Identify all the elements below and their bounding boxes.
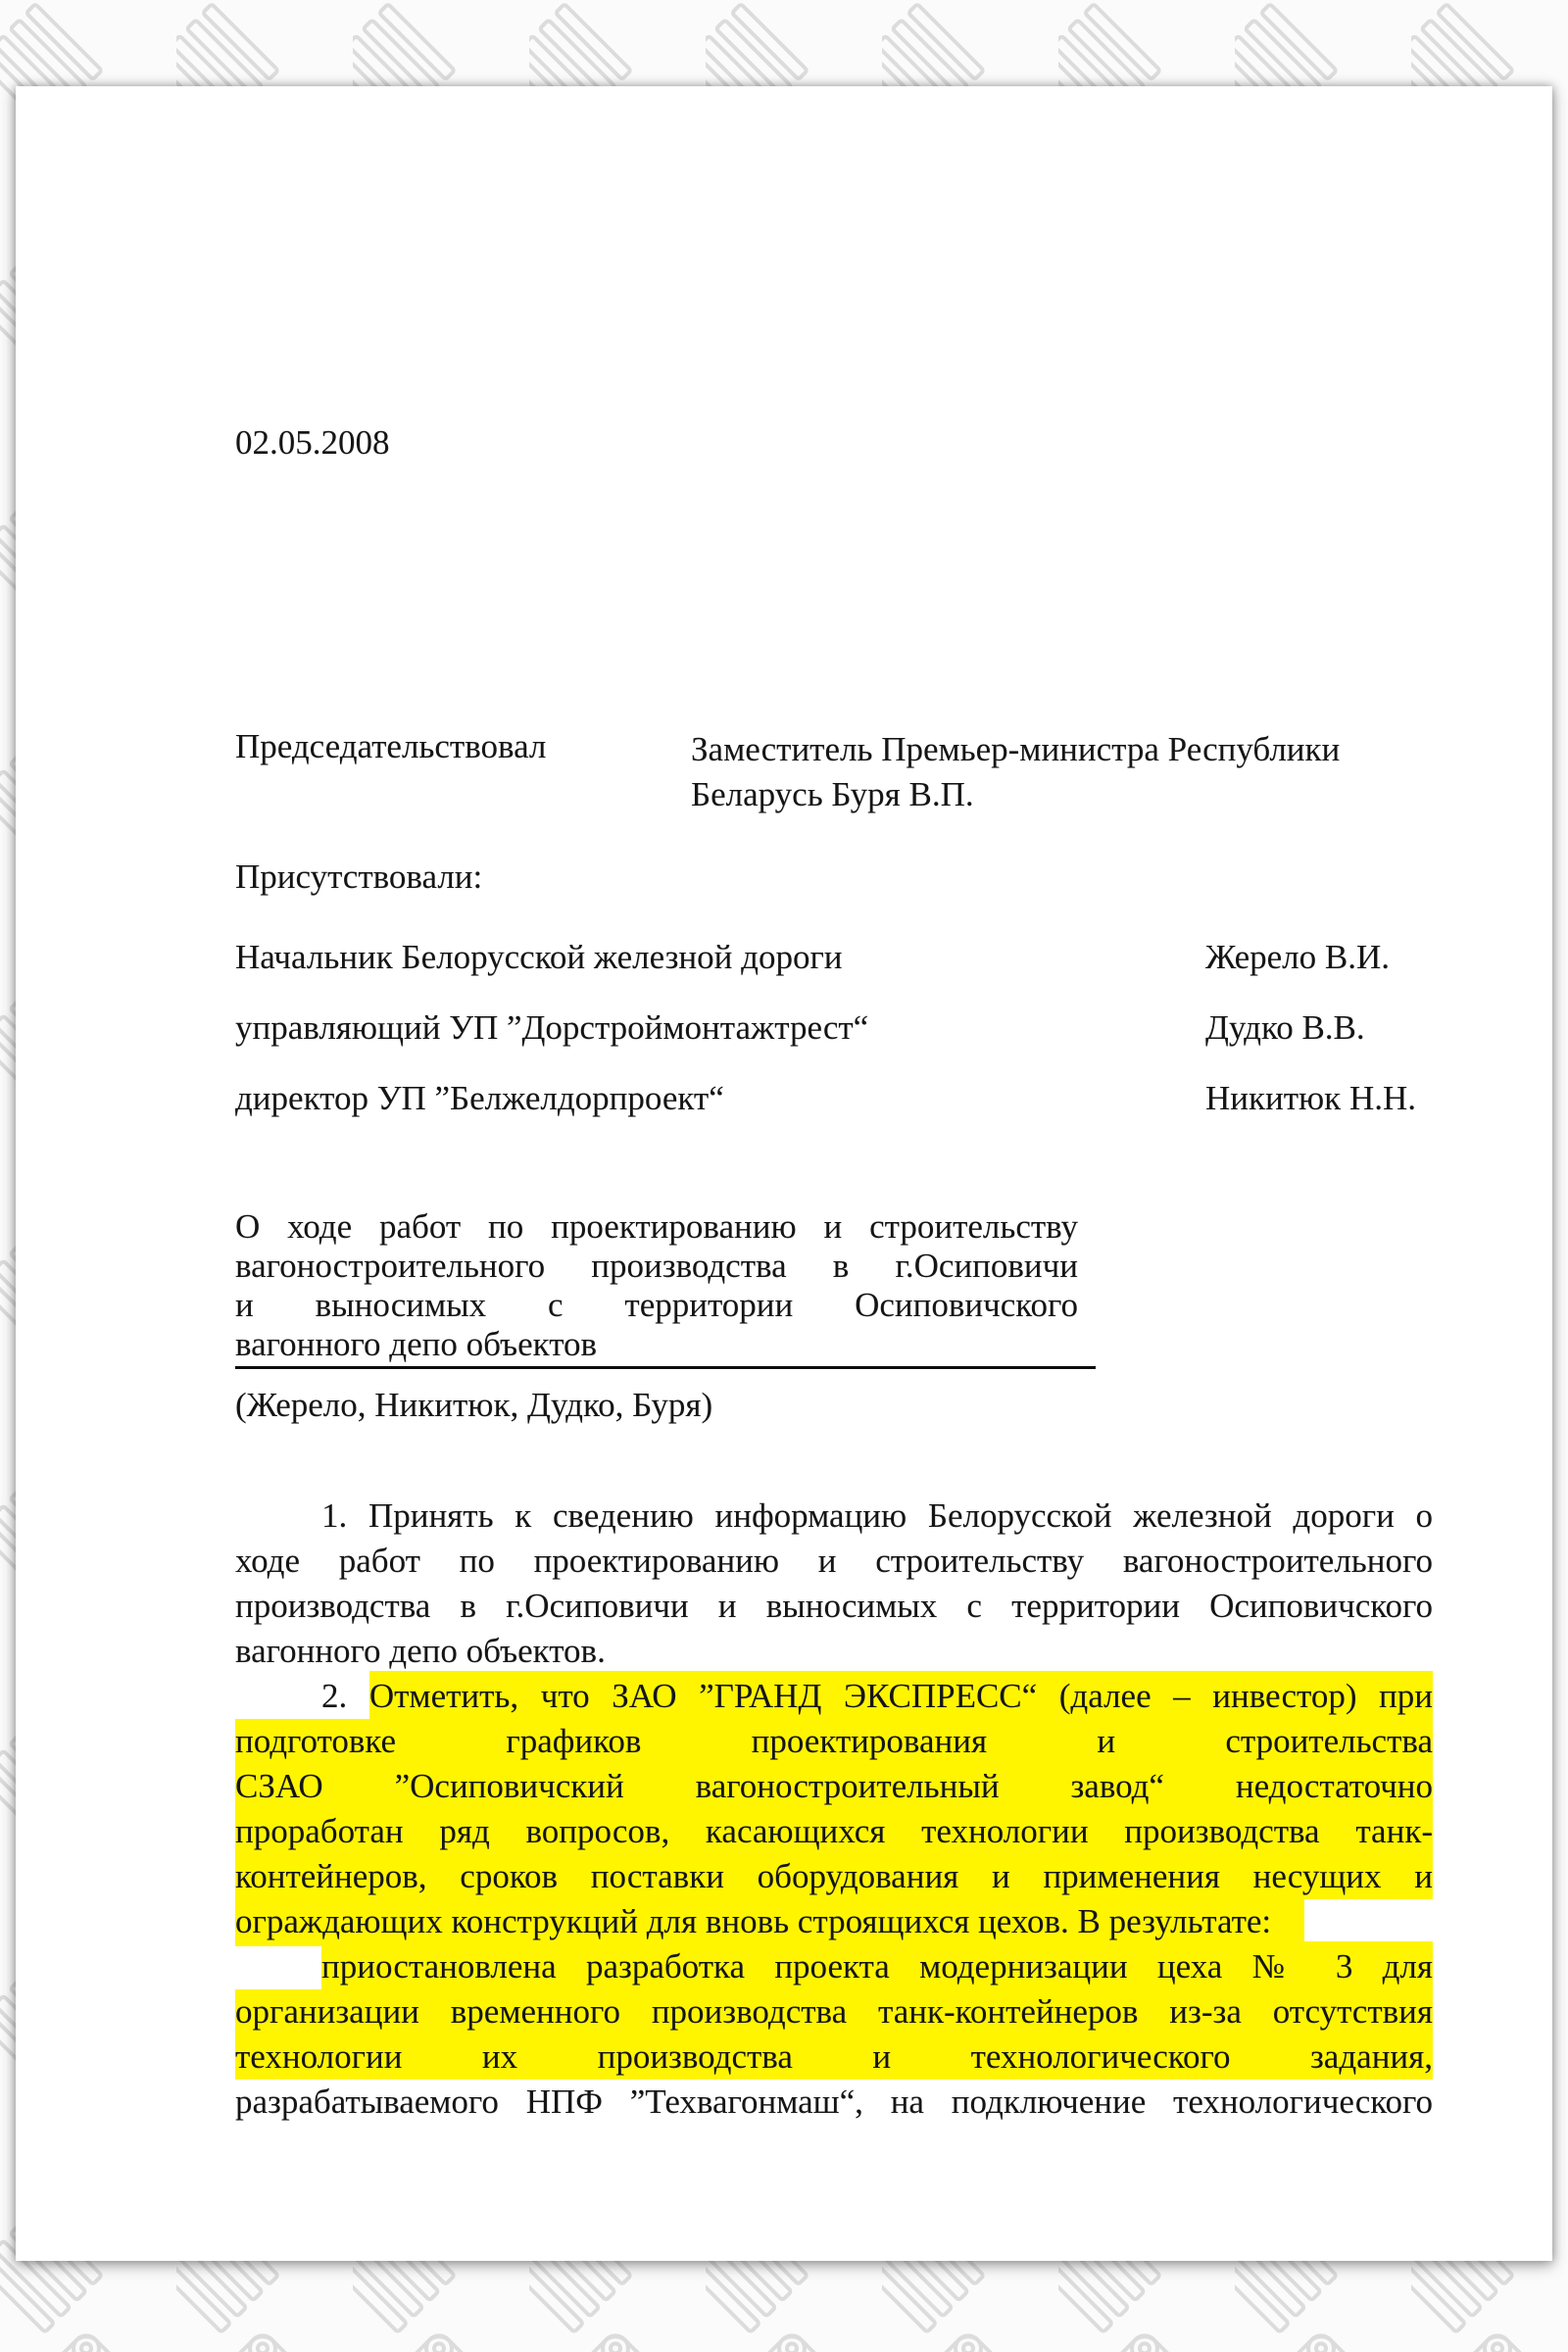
attendee-position: управляющий УП ”Дорстроймонтажтрест“: [235, 1008, 869, 1047]
text-line: ходе работ по проектированию и строительству вагоностроительного: [235, 1542, 1433, 1580]
attendee-row: [235, 1005, 1552, 1051]
paragraph-2-highlighted: [235, 1674, 1433, 1944]
text-line: и выносимых с территории Осиповичского: [235, 1286, 1078, 1324]
text-line: вагоностроительного производства в г.Осиповичи: [235, 1247, 1078, 1285]
attendee-name: Дудко В.В.: [1205, 1008, 1365, 1047]
text-line: подготовке графиков проектирования и строительства: [235, 1719, 1433, 1764]
text-line: СЗАО ”Осиповичский вагоностроительный завод“ недостаточно: [235, 1764, 1433, 1809]
attendee-name: Никитюк Н.Н.: [1205, 1079, 1416, 1117]
text-line: [235, 1899, 1433, 1944]
highlighted-text: приостановлена разработка проекта модернизации цеха № 3 для: [321, 1941, 1433, 1991]
chairman-value: [691, 727, 1465, 817]
chairman-value-line1: Заместитель Премьер-министра Республики: [691, 730, 1341, 768]
paragraph-1: [235, 1494, 1433, 1674]
text-line: контейнеров, сроков поставки оборудования и применения несущих и: [235, 1854, 1433, 1899]
chairman-label: Председательствовал: [235, 727, 547, 765]
text-line: вагонного депо объектов.: [235, 1632, 606, 1670]
text-line: организации временного производства танк-контейнеров из-за отсутствия: [235, 1989, 1433, 2034]
text-line: производства в г.Осиповичи и выносимых с территории Осиповичского: [235, 1587, 1433, 1625]
document-date: 02.05.2008: [235, 423, 390, 462]
subject-underline: [235, 1366, 1096, 1369]
text-line: О ходе работ по проектированию и строительству: [235, 1207, 1078, 1246]
text-line: вагонного депо объектов: [235, 1325, 598, 1363]
text-line: [235, 1674, 1433, 1719]
highlighted-text: ограждающих конструкций для вновь строящихся цехов. В результате:: [235, 1896, 1304, 1946]
text-line: проработан ряд вопросов, касающихся технологии производства танк-: [235, 1809, 1433, 1854]
highlighted-text: Отметить, что ЗАО ”ГРАНД ЭКСПРЕСС“ (далее – инвестор) при: [369, 1671, 1433, 1721]
attendee-row: [235, 1076, 1552, 1121]
subject-heading: [235, 1207, 1078, 1364]
document-page: [16, 86, 1552, 2261]
attendee-row: [235, 935, 1552, 980]
attendee-name: Жерело В.И.: [1205, 938, 1390, 976]
speakers-line: (Жерело, Никитюк, Дудко, Буря): [235, 1386, 713, 1424]
attendee-position: Начальник Белорусской железной дороги: [235, 938, 843, 976]
text-line: [235, 1944, 1433, 1989]
chairman-value-line2: Беларусь Буря В.П.: [691, 775, 974, 813]
attendee-position: директор УП ”Белжелдорпроект“: [235, 1079, 724, 1117]
text-line: 1. Принять к сведению информацию Белорусской железной дороги о: [321, 1496, 1433, 1535]
text-line: технологии их производства и технологического задания,: [235, 2034, 1433, 2080]
attendees-label: Присутствовали:: [235, 858, 483, 896]
list-marker: 2.: [321, 1677, 369, 1715]
paragraph-3-highlighted: [235, 1944, 1433, 2125]
text-line: разрабатываемого НПФ ”Техвагонмаш“, на подключение технологического: [235, 2082, 1433, 2121]
